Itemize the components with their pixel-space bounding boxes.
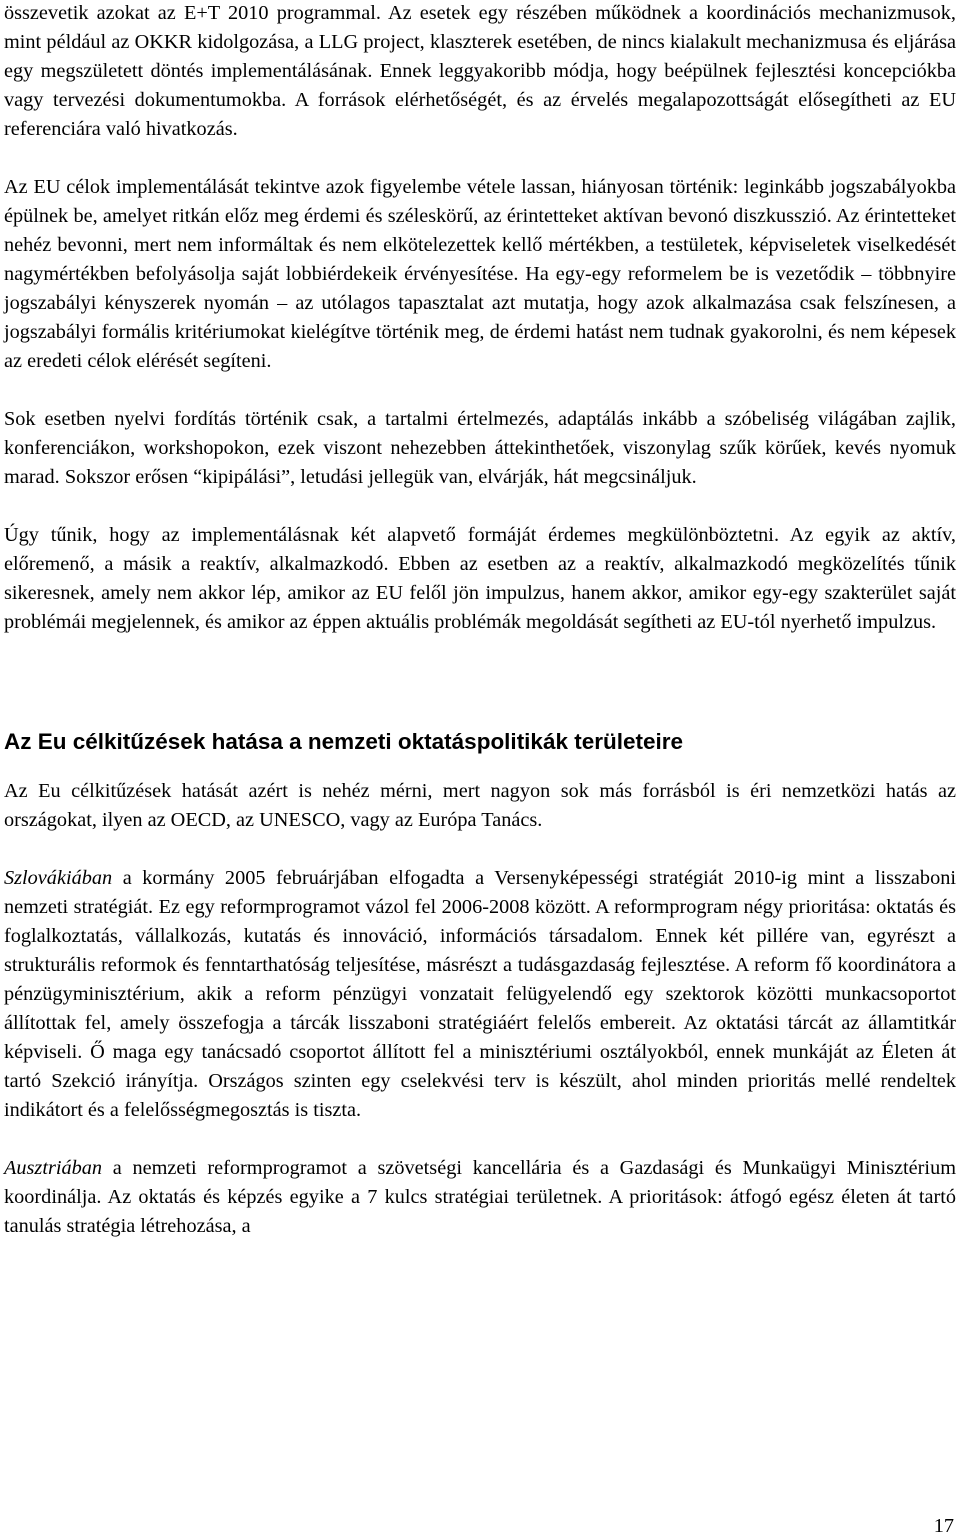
paragraph-implementation-forms: Úgy tűnik, hogy az implementálásnak két alapvető formáját érdemes megkülönböztetni. Az egyik az aktív, előremenő, a másik a reaktív, alkalmazkodó. Ebben az esetben az a reaktív, alkalmazkodó megközelítés tűnik sikeresnek, amely nem akkor lép, amikor az EU felől jön impulzus, hanem akkor, amikor egy-egy szakterület saját problémái megjelennek, és amikor az éppen aktuális problémák megoldását segítheti az EU-tól nyerhető impulzus.	[4, 524, 956, 633]
section-heading: Az Eu célkitűzések hatása a nemzeti oktatáspolitikák területeire	[4, 729, 684, 754]
paragraph-eu-comparison: összevetik azokat az E+T 2010 programmal. Az esetek egy részében működnek a koordinációs mechanizmusok, mint például az OKKR kidolgozása, a LLG project, klaszterek esetében, de nincs kialakult mechanizmusa és eljárása egy megszületett döntés implementálásának. Ennek leggyakoribb módja, hogy beépülnek fejlesztési koncepciókba vagy tervezési dokumentumokba. A források elérhetőségét, és az érvelés megalapozottságát elősegítheti az EU referenciára való hivatkozás.	[4, 2, 956, 140]
paragraph-slovakia	[4, 864, 956, 1125]
austria-text: a nemzeti reformprogramot a szövetségi kancellária és a Gazdasági és Munkaügyi Minisztérium koordinálja. Az oktatás és képzés egyike a 7 kulcs stratégiai területnek. A prioritások: átfogó egész életen át tartó tanulás stratégia létrehozása, a	[4, 1157, 956, 1237]
document-page	[4, 0, 956, 1241]
paragraph-section-intro: Az Eu célkitűzések hatását azért is nehéz mérni, mert nagyon sok más forrásból is éri nemzetközi hatás az országokat, ilyen az OECD, az UNESCO, vagy az Európa Tanács.	[4, 780, 956, 831]
slovakia-text: a kormány 2005 februárjában elfogadta a Versenyképességi stratégiát 2010-ig mint a lisszaboni nemzeti stratégiát. Ez egy reformprogramot vázol fel 2006-2008 között. A reformprogram négy prioritása: oktatás és foglalkoztatás, vállalkozás, kutatás és innováció, információs társadalom. Ennek két pillére van, egyrészt a strukturális reformok és fenntarthatóság teljesítése, másrészt a tudásgazdaság fejlesztése. A reform fő koordinátora a pénzügyminisztérium, akik a reform pénzügyi vonzatait felügyelendő egy szektorok közötti munkacsoportot állítottak fel, amely összefogja a tárcák lisszaboni stratégiáért felelős embereit. Az oktatási tárcát az államtitkár képviseli. Ő maga egy tanácsadó csoportot állított fel a minisztériumi osztályokból, ennek munkáját az Életen át tartó Szekció irányítja. Országos szinten egy cselekvési terv is készült, ahol minden prioritás mellé rendeltek indikátort és a felelősségmegosztás is tiszta.	[4, 867, 956, 1121]
paragraph-language-translation: Sok esetben nyelvi fordítás történik csak, a tartalmi értelmezés, adaptálás inkább a szóbeliség világában zajlik, konferenciákon, workshopokon, ezek viszont nehezebben áttekinthetőek, viszonylag szűk körűek, kevés nyomuk marad. Sokszor erősen “kipipálási”, letudási jellegük van, elvárják, hát megcsináljuk.	[4, 408, 956, 488]
paragraph-austria	[4, 1154, 956, 1241]
paragraph-eu-goals-implementation: Az EU célok implementálását tekintve azok figyelembe vétele lassan, hiányosan történik: leginkább jogszabályokba épülnek be, amelyet ritkán előz meg érdemi és széleskörű, az érintetteket aktívan bevonó diszkusszió. Az érintetteket nehéz bevonni, mert nem informáltak és nem elkötelezettek kellő mértékben, a testületek, képviseletek viselkedését nagymértékben befolyásolja saját lobbiérdekeik érvényesítése. Ha egy-egy reformelem be is vezetődik – többnyire jogszabályi kényszerek nyomán – az utólagos tapasztalat azt mutatja, hogy azok alkalmazása csak felszínesen, a jogszabályi formális kritériumokat kielégítve történik meg, de érdemi hatást nem tudnak gyakorolni, és nem képesek az eredeti célok elérését segíteni.	[4, 176, 956, 372]
country-name-austria: Ausztriában	[4, 1157, 103, 1179]
page-number: 17	[933, 1515, 954, 1537]
country-name-slovakia: Szlovákiában	[4, 867, 113, 889]
